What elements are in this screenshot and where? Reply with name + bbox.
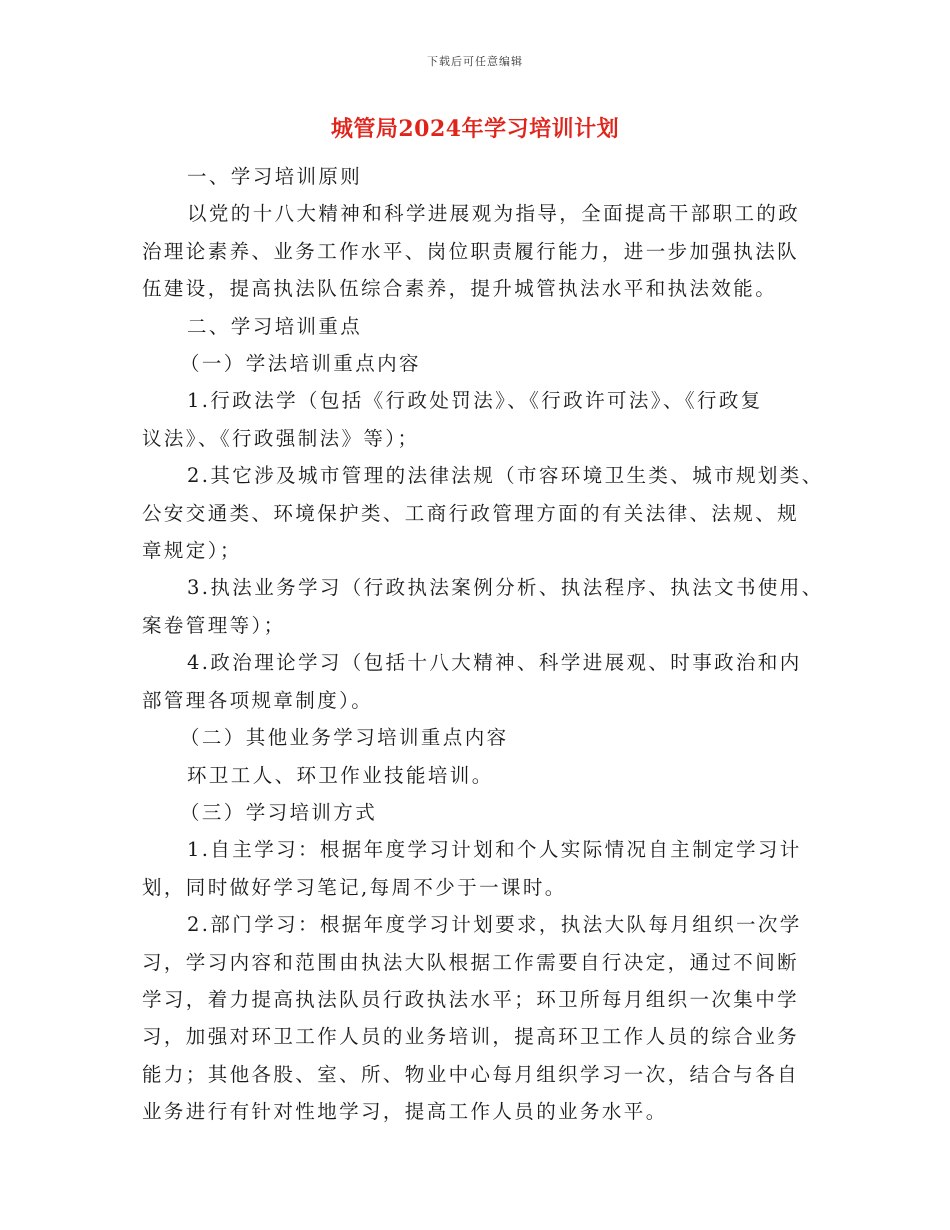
list-item-line: 公安交通类、环境保护类、工商行政管理方面的有关法律、法规、规 (142, 501, 800, 525)
list-item-line: 4.政治理论学习（包括十八大精神、科学进展观、时事政治和内 (187, 651, 802, 675)
list-item-line: 1.行政法学（包括《行政处罚法》、《行政许可法》、《行政复 (187, 389, 763, 413)
section-heading-principles: 一、学习培训原则 (187, 165, 363, 188)
list-item-line: 能力；其他各股、室、所、物业中心每月组织学习一次，结合与各自 (142, 1062, 800, 1086)
list-item-line: 案卷管理等）； (142, 613, 286, 637)
subsection-heading-methods: （三）学习培训方式 (180, 800, 378, 824)
paragraph-line: 治理论素养、业务工作水平、岗位职责履行能力，进一步加强执法队 (142, 239, 800, 263)
list-item-line: 2.其它涉及城市管理的法律法规（市容环境卫生类、城市规划类、 (187, 464, 824, 488)
subsection-heading-law: （一）学法培训重点内容 (180, 352, 421, 376)
header-note: 下载后可任意编辑 (427, 55, 523, 68)
subsection-heading-other: （二）其他业务学习培训重点内容 (180, 726, 509, 750)
list-item-line: 习，学习内容和范围由执法大队根据工作需要自行决定，通过不间断 (142, 950, 800, 974)
paragraph-line: 以党的十八大精神和科学进展观为指导，全面提高干部职工的政 (187, 202, 801, 226)
document-title: 城管局2024年学习培训计划 (330, 116, 620, 142)
list-item-line: 部管理各项规章制度）。 (142, 688, 374, 712)
list-item-line: 3.执法业务学习（行政执法案例分析、执法程序、执法文书使用、 (187, 576, 824, 600)
list-item-line: 议法》、《行政强制法》等）； (142, 426, 420, 450)
list-item-line: 1.自主学习：根据年度学习计划和个人实际情况自主制定学习计 (187, 838, 802, 862)
list-item-line: 业务进行有针对性地学习，提高工作人员的业务水平。 (142, 1100, 668, 1124)
list-item-line: 章规定）； (142, 539, 242, 563)
list-item-line: 2.部门学习：根据年度学习计划要求，执法大队每月组织一次学 (187, 913, 802, 937)
list-item-line: 学习，着力提高执法队员行政执法水平；环卫所每月组织一次集中学 (142, 987, 800, 1011)
paragraph-line: 环卫工人、环卫作业技能培训。 (187, 763, 494, 787)
list-item-line: 划，同时做好学习笔记,每周不少于一课时。 (142, 875, 567, 899)
paragraph-line: 伍建设，提高执法队伍综合素养，提升城管执法水平和执法效能。 (142, 277, 778, 301)
list-item-line: 习，加强对环卫工作人员的业务培训，提高环卫工作人员的综合业务 (142, 1025, 800, 1049)
document-body (142, 158, 824, 1131)
section-heading-focus: 二、学习培训重点 (187, 314, 363, 338)
